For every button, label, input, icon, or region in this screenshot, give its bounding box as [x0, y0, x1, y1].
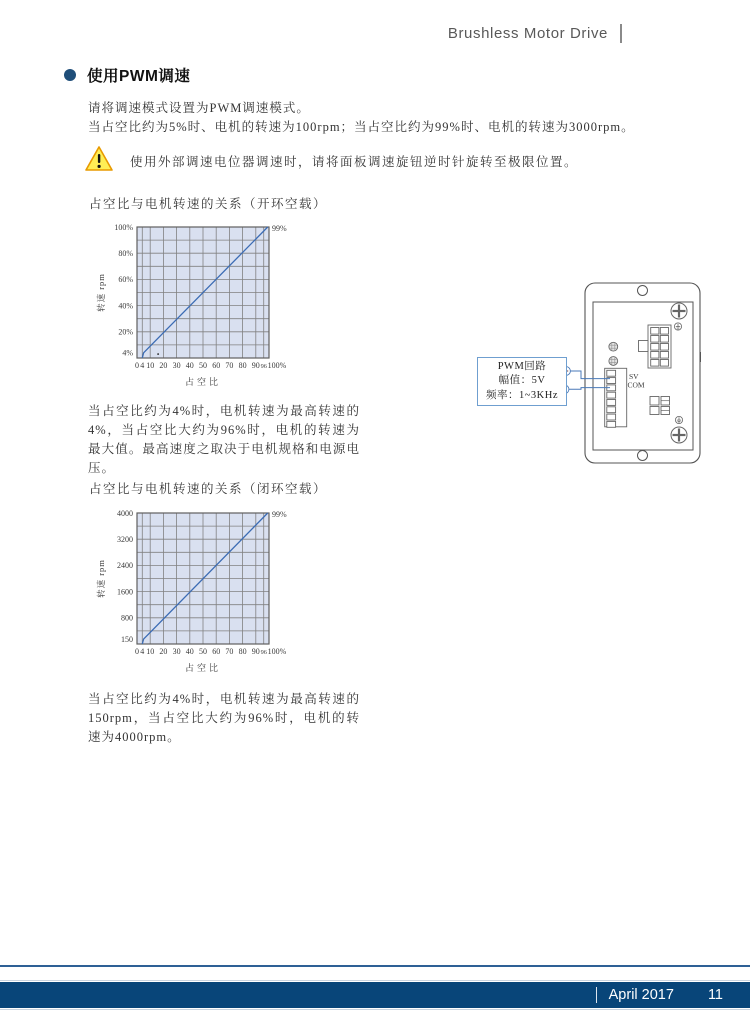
footer-divider [596, 987, 597, 1003]
warning-triangle-icon [84, 145, 114, 173]
svg-text:50: 50 [199, 361, 207, 370]
header-divider-bar [620, 24, 622, 43]
ground-symbol-bottom-icon [675, 416, 682, 423]
screw-bottom-icon [671, 427, 687, 443]
trim-pot-knob-icon [609, 342, 618, 351]
svg-text:96: 96 [260, 649, 267, 656]
svg-text:60: 60 [212, 647, 221, 656]
svg-text:4%: 4% [122, 348, 133, 358]
svg-text:60: 60 [212, 361, 221, 370]
svg-text:0: 0 [135, 647, 139, 656]
svg-text:3200: 3200 [117, 535, 133, 544]
svg-text:70: 70 [225, 361, 234, 370]
header-title: Brushless Motor Drive [447, 24, 608, 42]
trim-pot-knob-icon [609, 357, 618, 366]
svg-text:60%: 60% [118, 275, 133, 285]
section-heading [64, 64, 190, 86]
pwm-callout-line2: 幅值：5V [498, 375, 546, 387]
svg-text:4: 4 [140, 647, 145, 656]
pwm-callout-line3: 频率：1~3KHz [485, 389, 558, 401]
pwm-callout-box [477, 357, 567, 406]
mount-hole-top [638, 286, 648, 296]
svg-text:10: 10 [146, 361, 155, 370]
open-loop-paragraph: 当占空比约为4%时，电机转速为最高转速的4%，当占空比大约为96%时，电机的转速为最大值。最高速度之取决于电机规格和电源电压。 [88, 404, 360, 475]
open-loop-chart [92, 218, 317, 396]
svg-text:0: 0 [135, 361, 139, 370]
intro-line-1: 请将调速模式设置为PWM调速模式。 [88, 101, 310, 115]
footer-hairline-bottom [0, 1009, 750, 1010]
svg-text:20: 20 [159, 647, 168, 656]
svg-text:99%: 99% [272, 510, 287, 519]
svg-text:转速 rpm: 转速 rpm [96, 559, 106, 598]
svg-text:10: 10 [146, 647, 155, 656]
bullet-icon [64, 69, 76, 81]
svg-text:100%: 100% [267, 647, 287, 656]
footer-hairline-top [0, 980, 750, 981]
ground-symbol-top-icon [674, 323, 681, 330]
screw-top-icon [671, 303, 687, 319]
svg-text:40: 40 [185, 361, 194, 370]
closed-loop-chart [92, 504, 317, 682]
pwm-callout-line1: PWM回路 [497, 360, 547, 372]
svg-text:40%: 40% [118, 301, 133, 311]
svg-text:90: 90 [251, 361, 260, 370]
svg-text:50: 50 [199, 647, 207, 656]
svg-text:80: 80 [238, 361, 247, 370]
svg-text:80: 80 [238, 647, 247, 656]
svg-text:100%: 100% [267, 361, 287, 370]
svg-text:2400: 2400 [117, 561, 133, 571]
closed-loop-paragraph: 当占空比约为4%时，电机转速为最高转速的150rpm，当占空比大约为96%时，电机的转速为4000rpm。 [88, 692, 360, 744]
svg-text:4000: 4000 [117, 508, 133, 518]
svg-text:100%: 100% [114, 222, 133, 232]
footer-page-number: 11 [707, 987, 723, 1003]
svg-text:150: 150 [121, 634, 133, 644]
svg-text:90: 90 [251, 647, 260, 656]
svg-text:30: 30 [172, 647, 181, 656]
footer-date: April 2017 [608, 987, 674, 1003]
svg-text:4: 4 [140, 361, 145, 370]
signal-terminal-block [605, 368, 627, 427]
svg-text:40: 40 [185, 647, 194, 656]
svg-text:1600: 1600 [117, 587, 133, 597]
section-title: 使用PWM调速 [87, 68, 191, 85]
terminal-label-sv: SV [629, 372, 639, 381]
warning-note [84, 145, 578, 173]
footer-rule [0, 965, 750, 967]
svg-text:20: 20 [159, 361, 168, 370]
closed-loop-chart-title: 占空比与电机转速的关系（闭环空载） [89, 482, 328, 496]
svg-text:800: 800 [121, 613, 133, 623]
svg-text:30: 30 [172, 361, 181, 370]
page-header [0, 22, 750, 44]
svg-text:转速 rpm: 转速 rpm [96, 273, 106, 312]
svg-text:99%: 99% [272, 224, 287, 233]
svg-text:20%: 20% [118, 327, 133, 337]
intro-line-2: 当占空比约为5%时、电机的转速为100rpm；当占空比约为99%时、电机的转速为3000rpm。 [88, 120, 635, 134]
svg-text:80%: 80% [118, 249, 133, 258]
footer-bar [0, 982, 750, 1008]
terminal-label-com: COM [627, 380, 645, 390]
svg-text:占空比: 占空比 [184, 663, 222, 673]
warning-text: 使用外部调速电位器调速时，请将面板调速旋钮逆时针旋转至极限位置。 [130, 155, 579, 169]
mount-hole-bottom [638, 451, 648, 461]
svg-text:70: 70 [225, 647, 234, 656]
intro-paragraph [88, 99, 648, 137]
open-loop-chart-title: 占空比与电机转速的关系（开环空载） [89, 197, 328, 211]
svg-text:占空比: 占空比 [184, 377, 222, 387]
svg-text:96: 96 [260, 363, 267, 370]
